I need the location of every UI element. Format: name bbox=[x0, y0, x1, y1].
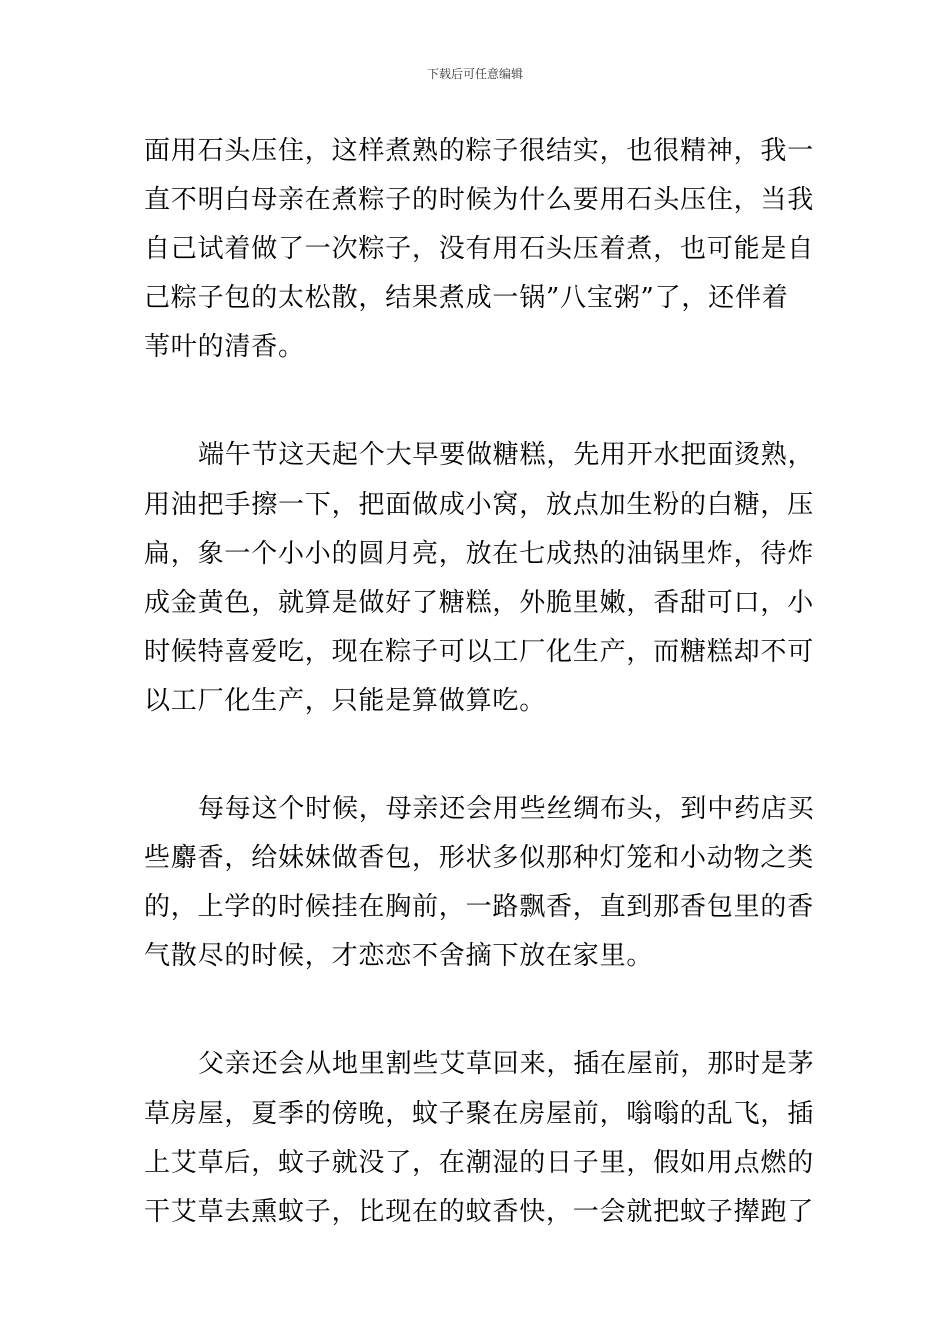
text-line: 成金黄色，就算是做好了糖糕，外脆里嫩，香甜可口，小 bbox=[144, 587, 815, 618]
page-header: 下载后可任意编辑 bbox=[426, 67, 523, 81]
text-line: 面用石头压住，这样煮熟的粽子很结实，也很精神，我一 bbox=[144, 136, 815, 166]
text-line: 草房屋，夏季的傍晚，蚊子聚在房屋前，嗡嗡的乱飞，插 bbox=[144, 1098, 815, 1129]
text-line: 直不明白母亲在煮粽子的时候为什么要用石头压住，当我 bbox=[144, 185, 815, 216]
text-line: 干艾草去熏蚊子，比现在的蚊香快，一会就把蚊子撵跑了 bbox=[144, 1196, 815, 1227]
text-line: 用油把手擦一下，把面做成小窝，放点加生粉的白糖，压 bbox=[144, 489, 815, 520]
paragraph bbox=[144, 127, 815, 372]
text-line: 的，上学的时候挂在胸前，一路飘香，直到那香包里的香 bbox=[144, 892, 815, 923]
paragraph bbox=[144, 785, 815, 981]
paragraph-gap bbox=[144, 726, 808, 785]
paragraph-gap bbox=[144, 372, 808, 431]
document-body bbox=[144, 127, 815, 1237]
text-line: 气散尽的时候，才恋恋不舍摘下放在家里。 bbox=[144, 941, 654, 972]
text-line: 己粽子包的太松散，结果煮成一锅”八宝粥”了，还伴着 bbox=[144, 283, 789, 314]
text-line: 父亲还会从地里割些艾草回来，插在屋前，那时是茅 bbox=[198, 1049, 815, 1080]
text-line: 些麝香，给妹妹做香包，形状多似那种灯笼和小动物之类 bbox=[144, 843, 815, 874]
text-line: 上艾草后，蚊子就没了，在潮湿的日子里，假如用点燃的 bbox=[144, 1147, 815, 1178]
text-line: 以工厂化生产，只能是算做算吃。 bbox=[144, 685, 547, 716]
paragraph bbox=[144, 431, 815, 726]
text-line: 时候特喜爱吃，现在粽子可以工厂化生产，而糖糕却不可 bbox=[144, 636, 815, 667]
paragraph bbox=[144, 1040, 815, 1236]
text-line: 扁，象一个小小的圆月亮，放在七成热的油锅里炸，待炸 bbox=[144, 538, 815, 569]
text-line: 端午节这天起个大早要做糖糕，先用开水把面烫熟， bbox=[198, 440, 815, 471]
text-line: 每每这个时候，母亲还会用些丝绸布头，到中药店买 bbox=[198, 794, 815, 825]
paragraph-gap bbox=[144, 981, 808, 1040]
text-line: 自己试着做了一次粽子，没有用石头压着煮，也可能是自 bbox=[144, 234, 815, 265]
text-line: 苇叶的清香。 bbox=[144, 332, 305, 363]
